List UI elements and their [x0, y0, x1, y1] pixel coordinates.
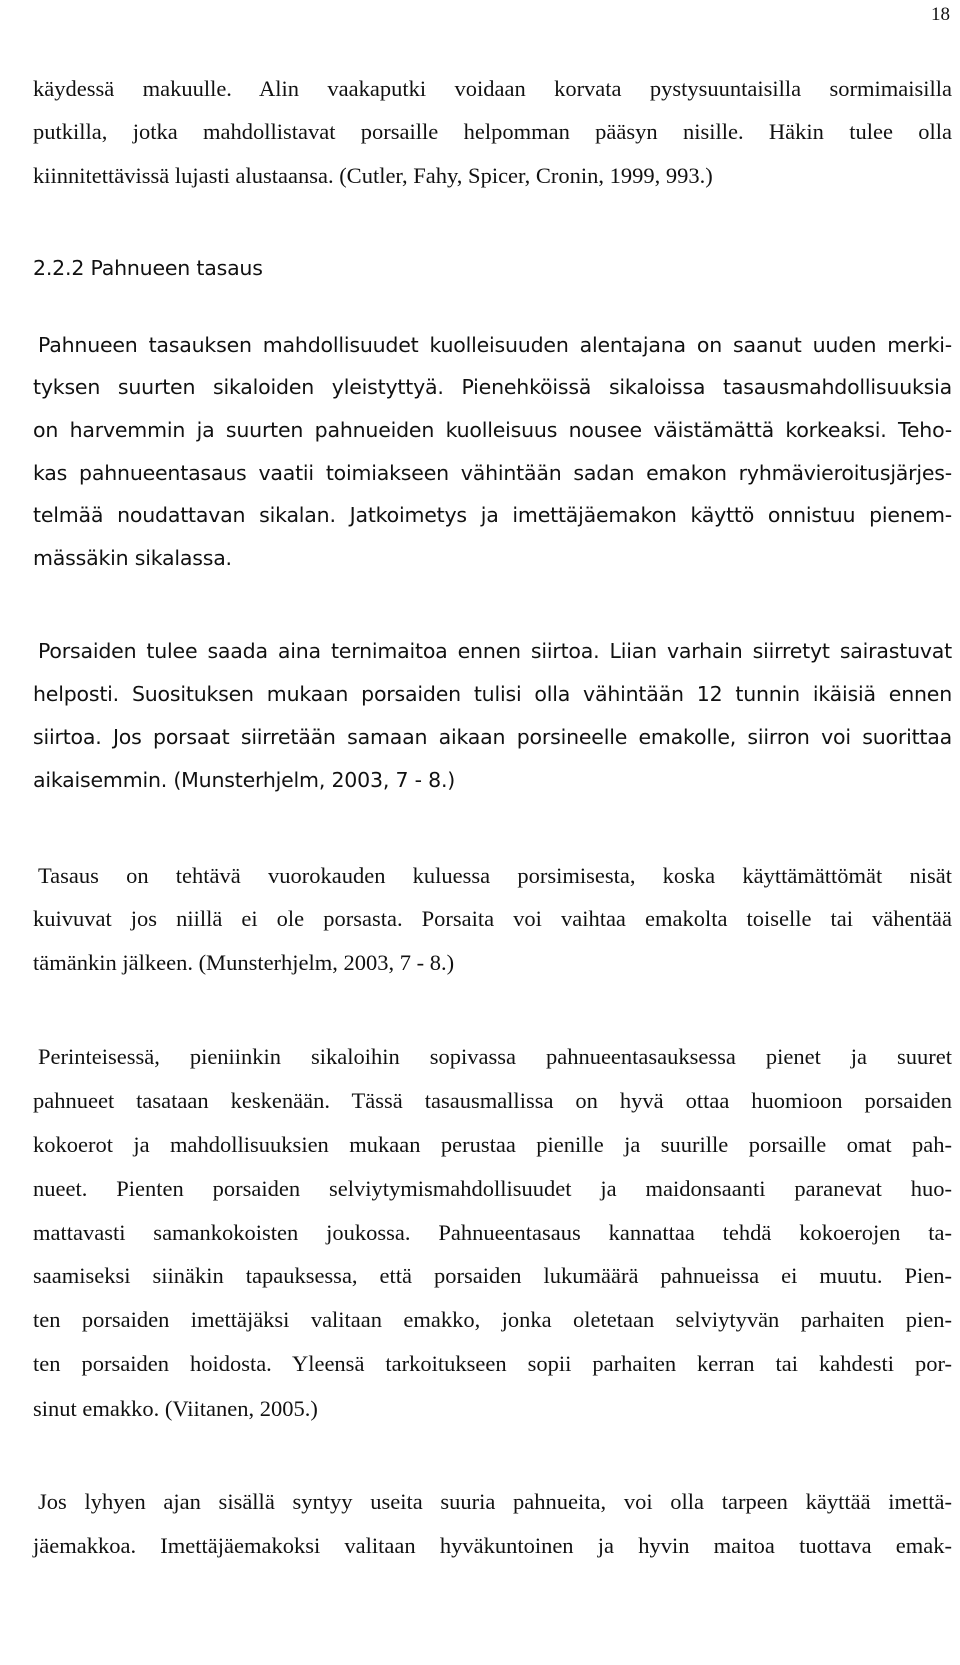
text-line: Pahnueen tasauksen mahdollisuudet kuolleisuuden alentajana on saanut uuden merki-: [38, 333, 952, 357]
text-line: mässäkin sikalassa.: [33, 546, 232, 570]
text-line: nueet. Pienten porsaiden selviytymismahdollisuudet ja maidonsaanti paranevat huo-: [33, 1176, 952, 1201]
text-line: Perinteisessä, pieniinkin sikaloihin sopivassa pahnueentasauksessa pienet ja suuret: [38, 1044, 952, 1069]
page-number: 18: [931, 4, 950, 25]
text-line: tyksen suurten sikaloiden yleistyttyä. Pienehköissä sikaloissa tasausmahdollisuuksia: [33, 375, 952, 399]
section-heading: 2.2.2 Pahnueen tasaus: [33, 256, 263, 280]
text-line: aikaisemmin. (Munsterhjelm, 2003, 7 - 8.): [33, 768, 456, 792]
text-line: ten porsaiden hoidosta. Yleensä tarkoitukseen sopii parhaiten kerran tai kahdesti por-: [33, 1351, 952, 1376]
text-line: jäemakkoa. Imettäjäemakoksi valitaan hyväkuntoinen ja hyvin maitoa tuottava emak-: [33, 1533, 952, 1558]
text-line: Jos lyhyen ajan sisällä syntyy useita suuria pahnueita, voi olla tarpeen käyttää imettä-: [38, 1489, 952, 1514]
text-line: tämänkin jälkeen. (Munsterhjelm, 2003, 7 - 8.): [33, 950, 455, 975]
text-line: ten porsaiden imettäjäksi valitaan emakko, jonka oletetaan selviytyvän parhaiten pien-: [33, 1307, 952, 1332]
text-line: pahnueet tasataan keskenään. Tässä tasausmallissa on hyvä ottaa huomioon porsaiden: [33, 1088, 952, 1113]
text-line: saamiseksi siinäkin tapauksessa, että porsaiden lukumäärä pahnueissa ei muutu. Pien-: [33, 1263, 952, 1288]
text-line: kuivuvat jos niillä ei ole porsasta. Porsaita voi vaihtaa emakolta toiselle tai vähentää: [33, 906, 952, 931]
text-line: kokoerot ja mahdollisuuksien mukaan perustaa pienille ja suurille porsaille omat pah-: [33, 1132, 952, 1157]
text-line: käydessä makuulle. Alin vaakaputki voidaan korvata pystysuuntaisilla sormimaisilla: [33, 76, 952, 101]
text-line: putkilla, jotka mahdollistavat porsaille helpomman pääsyn nisille. Häkin tulee olla: [33, 119, 952, 144]
text-line: siirtoa. Jos porsaat siirretään samaan aikaan porsineelle emakolle, siirron voi suorittaa: [33, 725, 952, 749]
text-line: helposti. Suosituksen mukaan porsaiden tulisi olla vähintään 12 tunnin ikäisiä ennen: [33, 682, 952, 706]
text-line: Porsaiden tulee saada aina ternimaitoa ennen siirtoa. Liian varhain siirretyt sairastuvat: [38, 639, 952, 663]
text-line: Tasaus on tehtävä vuorokauden kuluessa porsimisesta, koska käyttämättömät nisät: [38, 863, 952, 888]
text-line: sinut emakko. (Viitanen, 2005.): [33, 1396, 318, 1421]
text-line: kas pahnueentasaus vaatii toimiakseen vähintään sadan emakon ryhmävieroitusjärjes-: [33, 461, 952, 485]
text-line: on harvemmin ja suurten pahnueiden kuolleisuus nousee väistämättä korkeaksi. Teho-: [33, 418, 952, 442]
text-line: kiinnitettävissä lujasti alustaansa. (Cutler, Fahy, Spicer, Cronin, 1999, 993.): [33, 163, 713, 188]
text-line: telmää noudattavan sikalan. Jatkoimetys ja imettäjäemakon käyttö onnistuu pienem-: [33, 503, 952, 527]
text-line: mattavasti samankokoisten joukossa. Pahnueentasaus kannattaa tehdä kokoerojen ta-: [33, 1220, 952, 1245]
